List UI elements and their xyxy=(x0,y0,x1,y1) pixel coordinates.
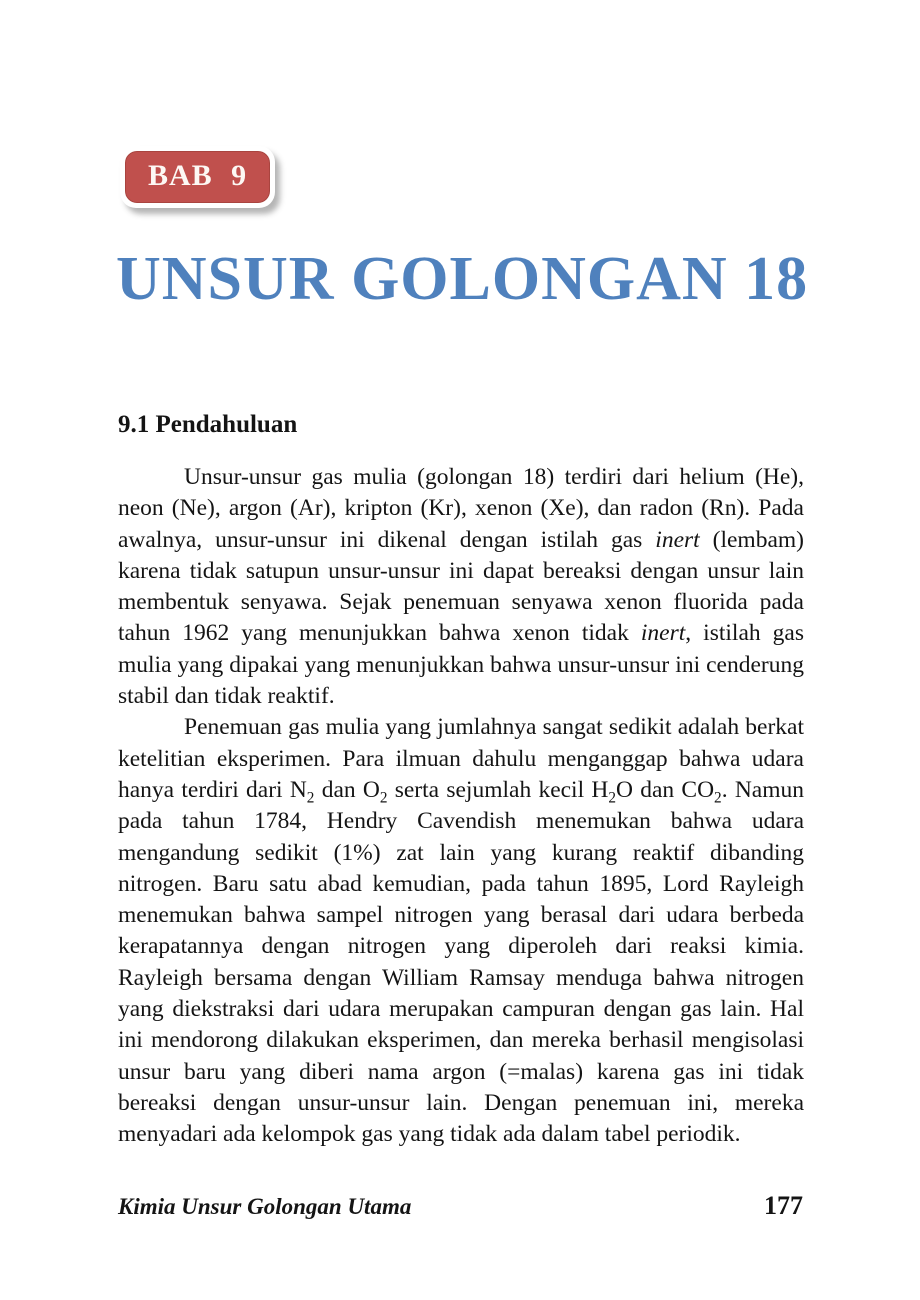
chapter-badge-label: BAB 9 xyxy=(148,159,248,192)
page-footer xyxy=(118,1191,803,1221)
footer-book-title: Kimia Unsur Golongan Utama xyxy=(118,1194,412,1219)
paragraph-introduction-2: Penemuan gas mulia yang jumlahnya sangat sedikit adalah berkat ketelitian eksperimen. Para ilmuan dahulu menganggap bahwa udara hanya terdiri dari $N_2$ dan $O_2$ serta sejumlah kecil $H_2O$ dan $CO_2$. Namun pada tahun 1784, Hendry Cavendish menemukan bahwa udara mengandung sedikit (1%) zat lain yang kurang reaktif dibanding nitrogen. Baru satu abad kemudian, pada tahun 1895, Lord Rayleigh menemukan bahwa sampel nitrogen yang berasal dari udara berbeda kerapatannya dengan nitrogen yang diperoleh dari reaksi kimia. Rayleigh bersama dengan William Ramsay menduga bahwa nitrogen yang diekstraksi dari udara merupakan campuran dengan gas lain. Hal ini mendorong dilakukan eksperimen, dan mereka berhasil mengisolasi unsur baru yang diberi nama argon (=malas) karena gas ini tidak bereaksi dengan unsur-unsur lain. Dengan penemuan ini, mereka menyadari ada kelompok gas yang tidak ada dalam tabel periodik. xyxy=(118,714,804,1148)
chapter-badge-inner xyxy=(125,151,270,203)
body-text xyxy=(118,462,804,1151)
chapter-badge xyxy=(120,146,275,208)
section-heading: 9.1 Pendahuluan xyxy=(118,411,298,438)
paragraph-introduction-1: Unsur-unsur gas mulia (golongan 18) terdiri dari helium (He), neon (Ne), argon (Ar), kripton (Kr), xenon (Xe), dan radon (Rn). Pada awalnya, unsur-unsur ini dikenal dengan istilah gas inert (lembam) karena tidak satupun unsur-unsur ini dapat bereaksi dengan unsur lain membentuk senyawa. Sejak penemuan senyawa xenon fluorida pada tahun 1962 yang menunjukkan bahwa xenon tidak inert, istilah gas mulia yang dipakai yang menunjukkan bahwa unsur-unsur ini cenderung stabil dan tidak reaktif. xyxy=(118,464,804,710)
chapter-title: UNSUR GOLONGAN 18 xyxy=(116,245,809,313)
footer-page-number: 177 xyxy=(764,1191,803,1220)
